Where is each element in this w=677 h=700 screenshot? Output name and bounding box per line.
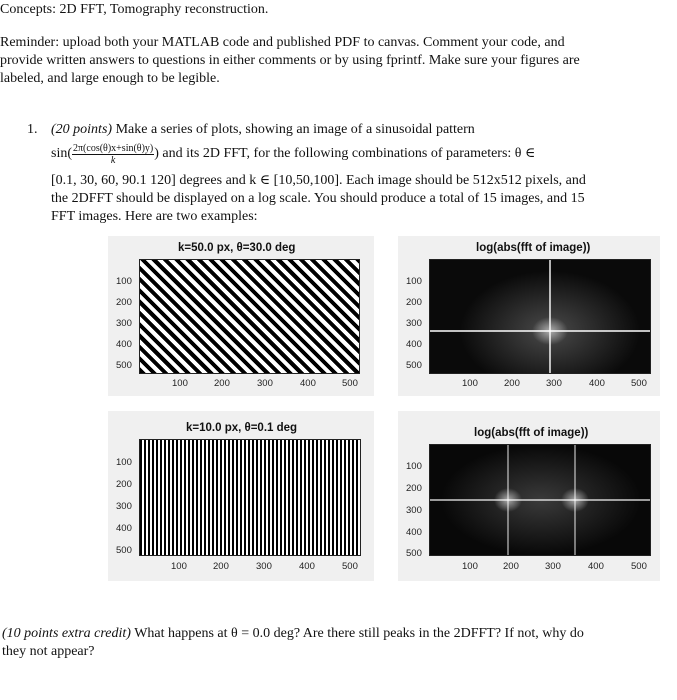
fft-image-0deg — [429, 444, 651, 556]
x-tick: 100 — [462, 378, 478, 389]
x-tick: 200 — [213, 561, 229, 572]
question-line-2-text: ) and its 2D FFT, for the following combinations of parameters: θ ∈ — [154, 146, 536, 161]
question-line-5: FFT images. Here are two examples: — [51, 209, 258, 224]
reminder-line-3: labeled, and large enough to be legible. — [0, 71, 220, 86]
question-number: 1. — [27, 122, 38, 137]
y-tick: 200 — [116, 297, 132, 308]
sin-prefix: sin( — [51, 146, 72, 161]
figure-panel-sine-0 — [108, 411, 374, 581]
y-tick: 100 — [406, 461, 422, 472]
sine-image-0deg — [139, 439, 361, 556]
x-tick: 400 — [299, 561, 315, 572]
y-tick: 400 — [116, 523, 132, 534]
question-line-4: the 2DFFT should be displayed on a log scale. You should produce a total of 15 images, and 15 — [51, 191, 585, 206]
y-tick: 100 — [116, 457, 132, 468]
y-tick: 200 — [406, 297, 422, 308]
y-tick: 500 — [116, 545, 132, 556]
x-tick: 100 — [172, 378, 188, 389]
y-tick: 400 — [406, 527, 422, 538]
x-tick: 500 — [342, 378, 358, 389]
x-tick: 400 — [300, 378, 316, 389]
y-tick: 100 — [406, 276, 422, 287]
question-line-3: [0.1, 30, 60, 90.1 120] degrees and k ∈ [10,50,100]. Each image should be 512x512 pixels, and — [51, 173, 586, 188]
question-line-1-text: Make a series of plots, showing an image of a sinusoidal pattern — [115, 122, 475, 137]
x-tick: 200 — [214, 378, 230, 389]
fraction-numerator: 2π(cos(θ)x+sin(θ)y) — [73, 142, 154, 154]
x-tick: 300 — [546, 378, 562, 389]
x-tick: 400 — [589, 378, 605, 389]
y-tick: 300 — [116, 501, 132, 512]
question-line-1 — [51, 121, 475, 139]
figure-panel-fft-0 — [398, 411, 660, 581]
figure-title-sine-30: k=50.0 px, θ=30.0 deg — [178, 242, 296, 254]
x-tick: 300 — [545, 561, 561, 572]
y-tick: 100 — [116, 276, 132, 287]
x-tick: 300 — [257, 378, 273, 389]
fft-image-30deg — [429, 259, 651, 374]
y-tick: 300 — [406, 505, 422, 516]
y-tick: 400 — [406, 339, 422, 350]
reminder-line-2: provide written answers to questions in either comments or by using fprintf. Make sure your figures are — [0, 53, 580, 68]
x-tick: 100 — [171, 561, 187, 572]
extra-credit-text: What happens at θ = 0.0 deg? Are there still peaks in the 2DFFT? If not, why do — [134, 626, 584, 641]
reminder-line-1: Reminder: upload both your MATLAB code and published PDF to canvas. Comment your code, and — [0, 35, 565, 50]
y-tick: 300 — [116, 318, 132, 329]
sine-image-30deg — [139, 259, 360, 374]
y-tick: 500 — [406, 548, 422, 559]
figure-panel-fft-30 — [398, 236, 660, 396]
x-tick: 200 — [504, 378, 520, 389]
x-tick: 400 — [588, 561, 604, 572]
y-tick: 400 — [116, 339, 132, 350]
x-tick: 200 — [503, 561, 519, 572]
y-tick: 200 — [116, 479, 132, 490]
x-tick: 500 — [342, 561, 358, 572]
x-tick: 500 — [631, 561, 647, 572]
extra-credit-points: (10 points extra credit) — [2, 626, 131, 641]
figure-title-sine-0: k=10.0 px, θ=0.1 deg — [186, 422, 298, 434]
x-tick: 500 — [631, 378, 647, 389]
formula-fraction — [72, 143, 154, 166]
y-tick: 300 — [406, 318, 422, 329]
y-tick: 500 — [116, 360, 132, 371]
figure-title-fft-0: log(abs(fft of image)) — [474, 427, 589, 439]
question-points: (20 points) — [51, 122, 113, 137]
extra-credit-line-1 — [2, 625, 584, 643]
concepts-line: Concepts: 2D FFT, Tomography reconstruction. — [0, 2, 269, 17]
question-line-2 — [51, 139, 535, 169]
x-tick: 100 — [462, 561, 478, 572]
extra-credit-line-2: they not appear? — [2, 644, 95, 659]
x-tick: 300 — [256, 561, 272, 572]
y-tick: 500 — [406, 360, 422, 371]
figure-title-fft-30: log(abs(fft of image)) — [476, 242, 591, 254]
fraction-denominator: k — [110, 154, 116, 166]
y-tick: 200 — [406, 483, 422, 494]
figure-panel-sine-30 — [108, 236, 374, 396]
